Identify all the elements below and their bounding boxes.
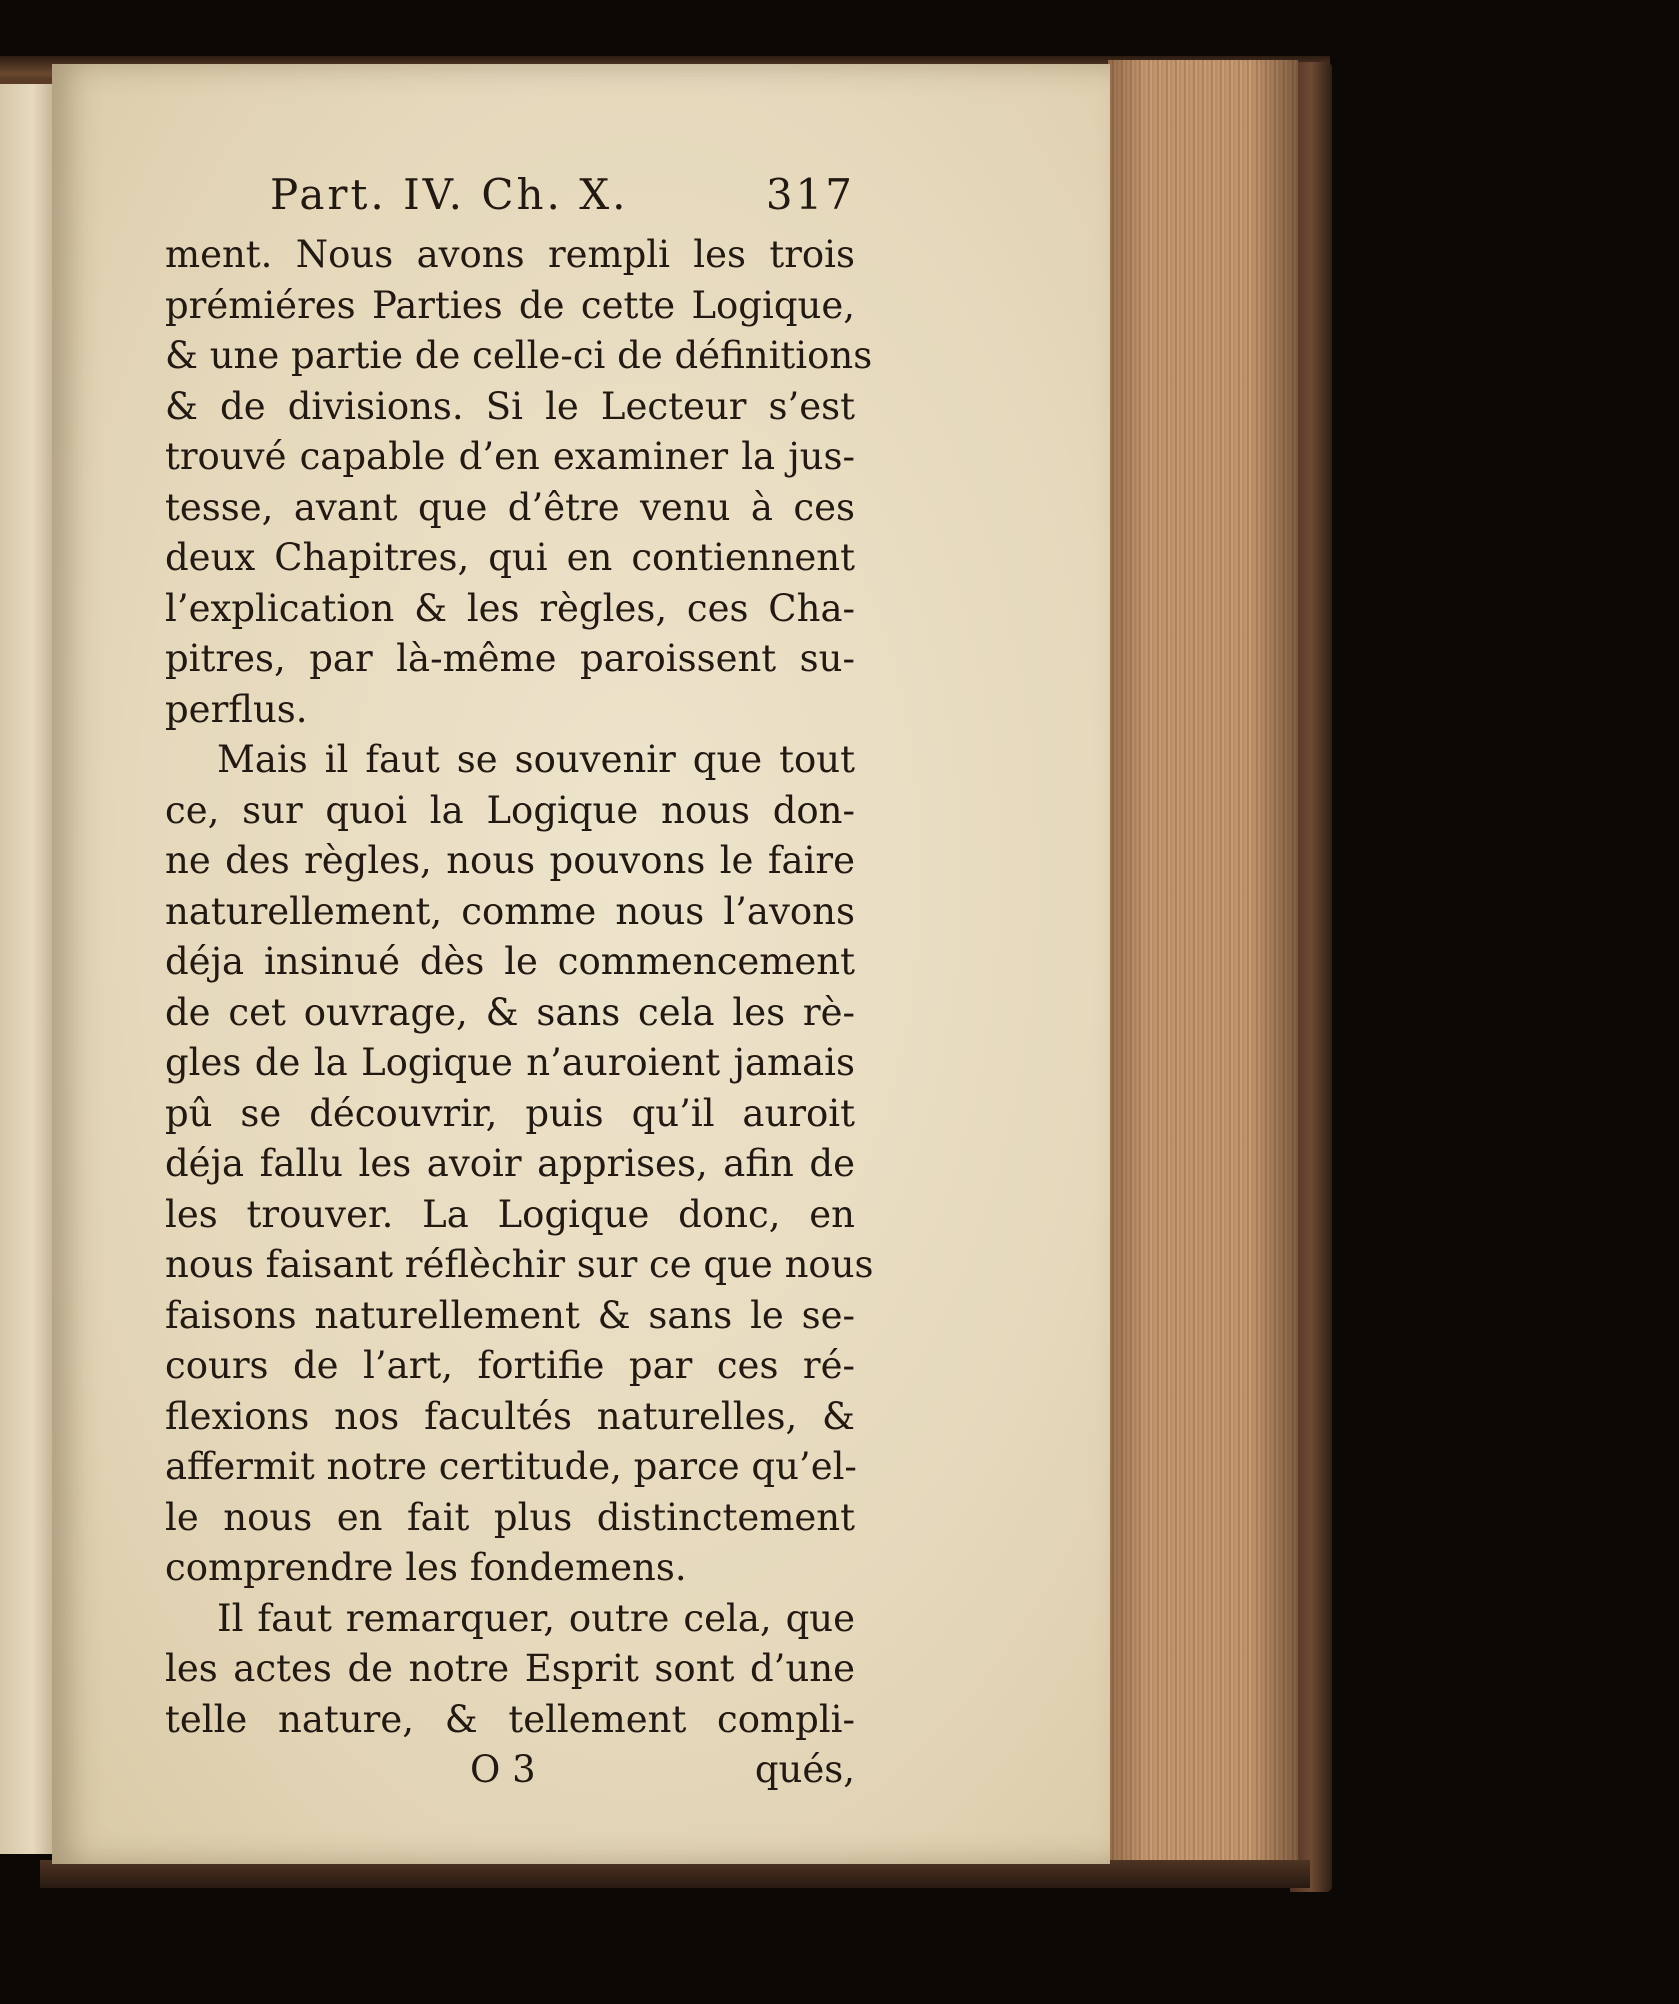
text-line: & une partie de celle-ci de définitions bbox=[165, 334, 873, 377]
page-fore-edge bbox=[1108, 60, 1298, 1880]
text-line: de cet ouvrage, & sans cela les rè- bbox=[165, 990, 855, 1034]
text-line: pû se découvrir, puis qu’il auroit bbox=[165, 1091, 855, 1135]
text-line: deux Chapitres, qui en contiennent bbox=[165, 536, 855, 579]
book-cover-bottom bbox=[40, 1860, 1310, 1888]
signature-line bbox=[165, 1745, 855, 1795]
text-line: les actes de notre Esprit sont d’une bbox=[165, 1647, 855, 1690]
text-line: prémiéres Parties de cette Logique, bbox=[165, 283, 855, 327]
signature-mark: O 3 bbox=[470, 1748, 536, 1791]
text-line: l’explication & les règles, ces Cha- bbox=[165, 586, 855, 630]
text-line: perflus. bbox=[165, 687, 308, 731]
text-line: cours de l’art, fortifie par ces ré- bbox=[165, 1344, 855, 1387]
text-line: déja insinué dès le commencement bbox=[165, 940, 855, 983]
running-head-title: Part. IV. Ch. X. bbox=[270, 170, 629, 219]
text-line: Il faut remarquer, outre cela, que bbox=[217, 1596, 855, 1640]
running-head bbox=[165, 170, 855, 230]
page-number: 317 bbox=[765, 170, 855, 219]
text-line: déja fallu les avoir apprises, afin de bbox=[165, 1142, 855, 1185]
text-line: tesse, avant que d’être venu à ces bbox=[165, 485, 855, 529]
previous-page-edge bbox=[0, 78, 60, 1854]
text-line: Mais il faut se souvenir que tout bbox=[217, 738, 855, 781]
text-line: le nous en fait plus distinctement bbox=[165, 1495, 855, 1539]
page-text-block bbox=[165, 170, 874, 1795]
text-line: & de divisions. Si le Lecteur s’est bbox=[165, 384, 855, 428]
text-line: flexions nos facultés naturelles, & bbox=[165, 1394, 855, 1438]
text-line: ce, sur quoi la Logique nous don- bbox=[165, 788, 855, 832]
text-line: trouvé capable d’en examiner la jus- bbox=[165, 435, 855, 478]
catchword: qués, bbox=[754, 1748, 855, 1791]
text-line: pitres, par là-même paroissent su- bbox=[165, 637, 855, 680]
text-line: naturellement, comme nous l’avons bbox=[165, 889, 855, 933]
text-line: les trouver. La Logique donc, en bbox=[165, 1192, 855, 1236]
text-line: telle nature, & tellement compli- bbox=[165, 1697, 855, 1741]
text-line: affermit notre certitude, parce qu’el- bbox=[165, 1445, 857, 1488]
text-line: ment. Nous avons rempli les trois bbox=[165, 233, 855, 276]
text-line: nous faisant réflèchir sur ce que nous bbox=[165, 1243, 874, 1286]
text-line: comprendre les fondemens. bbox=[165, 1546, 687, 1589]
text-line: ne des règles, nous pouvons le faire bbox=[165, 839, 855, 882]
text-line: gles de la Logique n’auroient jamais bbox=[165, 1041, 855, 1084]
text-line: faisons naturellement & sans le se- bbox=[165, 1293, 855, 1337]
fore-edge-shade bbox=[1108, 60, 1298, 1880]
